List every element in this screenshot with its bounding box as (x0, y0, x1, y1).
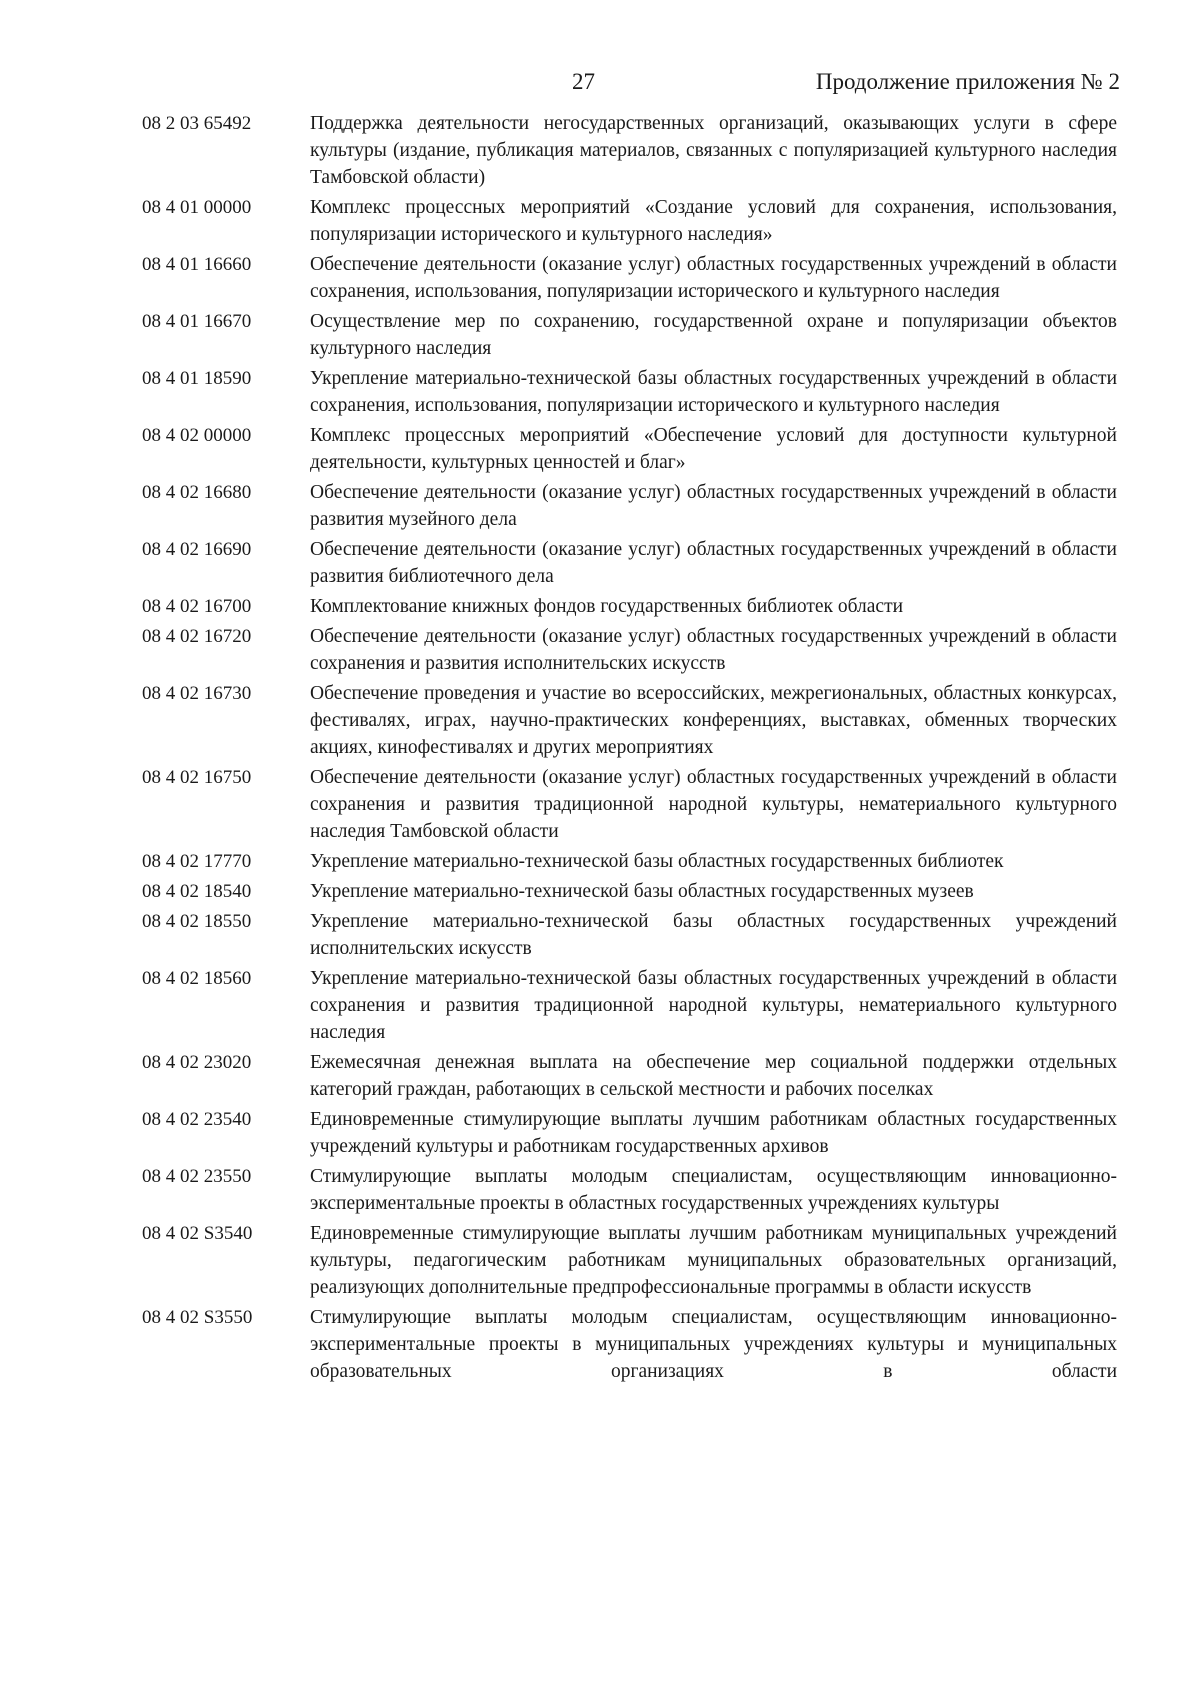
list-item (142, 422, 1117, 476)
page-header (0, 66, 1200, 106)
list-item (142, 308, 1117, 362)
list-item (142, 1220, 1117, 1301)
list-item (142, 365, 1117, 419)
classification-code: 08 4 01 16660 (142, 254, 252, 275)
list-item (142, 479, 1117, 533)
list-item (142, 680, 1117, 761)
classification-code: 08 4 02 23550 (142, 1166, 252, 1187)
classification-code: 08 4 02 23020 (142, 1052, 252, 1073)
classification-description: Обеспечение деятельности (оказание услуг) областных государственных учреждений в области сохранения, использования, популяризации исторического и культурного наследия (310, 254, 1117, 302)
list-item (142, 110, 1117, 191)
classification-description: Укрепление материально-технической базы областных государственных учреждений исполнительских искусств (310, 911, 1117, 959)
classification-description: Поддержка деятельности негосударственных организаций, оказывающих услуги в сфере культуры (издание, публикация материалов, связанных с популяризацией культурного наследия Тамбовской области) (310, 113, 1117, 188)
classification-code: 08 4 01 16670 (142, 311, 252, 332)
classification-code: 08 4 02 23540 (142, 1109, 252, 1130)
list-item (142, 194, 1117, 248)
classification-code: 08 4 02 17770 (142, 851, 252, 872)
list-item (142, 1106, 1117, 1160)
list-item (142, 1304, 1117, 1385)
classification-code: 08 4 02 16730 (142, 683, 252, 704)
list-item (142, 848, 1117, 875)
classification-code: 08 4 02 18540 (142, 881, 252, 902)
classification-description: Осуществление мер по сохранению, государственной охране и популяризации объектов культурного наследия (310, 311, 1117, 359)
classification-code: 08 4 02 16680 (142, 482, 252, 503)
classification-description: Обеспечение деятельности (оказание услуг) областных государственных учреждений в области сохранения и развития исполнительских искусств (310, 626, 1117, 674)
classification-code: 08 4 02 18560 (142, 968, 252, 989)
classification-code: 08 4 02 18550 (142, 911, 252, 932)
list-item (142, 908, 1117, 962)
classification-code: 08 4 02 00000 (142, 425, 252, 446)
classification-description: Укрепление материально-технической базы областных государственных учреждений в области сохранения, использования, популяризации исторического и культурного наследия (310, 368, 1117, 416)
list-item (142, 251, 1117, 305)
classification-description: Комплекс процессных мероприятий «Создание условий для сохранения, использования, популяризации исторического и культурного наследия» (310, 197, 1117, 245)
classification-description: Обеспечение проведения и участие во всероссийских, межрегиональных, областных конкурсах, фестивалях, играх, научно-практических конференциях, выставках, обменных творческих акциях, кинофестивалях и других мероприятиях (310, 683, 1117, 758)
classification-code: 08 4 02 16720 (142, 626, 252, 647)
classification-description: Укрепление материально-технической базы областных государственных учреждений в области сохранения и развития традиционной народной культуры, нематериального культурного наследия (310, 968, 1117, 1043)
classification-description: Укрепление материально-технической базы областных государственных музеев (310, 881, 974, 902)
classification-description: Стимулирующие выплаты молодым специалистам, осуществляющим инновационно-экспериментальные проекты в муниципальных учреждениях культуры и муниципальных образовательных организациях в области (310, 1307, 1117, 1382)
classification-description: Укрепление материально-технической базы областных государственных библиотек (310, 851, 1004, 872)
list-item (142, 623, 1117, 677)
classification-description: Обеспечение деятельности (оказание услуг) областных государственных учреждений в области развития музейного дела (310, 482, 1117, 530)
classification-description: Единовременные стимулирующие выплаты лучшим работникам муниципальных учреждений культуры, педагогическим работникам муниципальных образовательных организаций, реализующих дополнительные предпрофессиональные программы в области искусств (310, 1223, 1117, 1298)
classification-code-list (142, 110, 1117, 1388)
classification-code: 08 4 02 S3540 (142, 1223, 253, 1244)
list-item (142, 593, 1117, 620)
list-item (142, 965, 1117, 1046)
classification-description: Ежемесячная денежная выплата на обеспечение мер социальной поддержки отдельных категорий граждан, работающих в сельской местности и рабочих поселках (310, 1052, 1117, 1100)
classification-code: 08 4 01 18590 (142, 368, 252, 389)
classification-description: Комплектование книжных фондов государственных библиотек области (310, 596, 904, 617)
classification-code: 08 4 01 00000 (142, 197, 252, 218)
classification-code: 08 4 02 16700 (142, 596, 252, 617)
page-number: 27 (572, 69, 595, 94)
classification-code: 08 2 03 65492 (142, 113, 252, 134)
list-item (142, 878, 1117, 905)
list-item (142, 1049, 1117, 1103)
continuation-title: Продолжение приложения № 2 (815, 69, 1120, 94)
classification-description: Обеспечение деятельности (оказание услуг) областных государственных учреждений в области сохранения и развития традиционной народной культуры, нематериального культурного наследия Тамбовской области (310, 767, 1117, 842)
classification-code: 08 4 02 S3550 (142, 1307, 253, 1328)
list-item (142, 764, 1117, 845)
list-item (142, 536, 1117, 590)
classification-code: 08 4 02 16750 (142, 767, 252, 788)
list-item (142, 1163, 1117, 1217)
classification-description: Единовременные стимулирующие выплаты лучшим работникам областных государственных учреждений культуры и работникам государственных архивов (310, 1109, 1117, 1157)
classification-code: 08 4 02 16690 (142, 539, 252, 560)
classification-description: Стимулирующие выплаты молодым специалистам, осуществляющим инновационно-экспериментальные проекты в областных государственных учреждениях культуры (310, 1166, 1117, 1214)
classification-description: Обеспечение деятельности (оказание услуг) областных государственных учреждений в области развития библиотечного дела (310, 539, 1117, 587)
classification-description: Комплекс процессных мероприятий «Обеспечение условий для доступности культурной деятельности, культурных ценностей и благ» (310, 425, 1117, 473)
